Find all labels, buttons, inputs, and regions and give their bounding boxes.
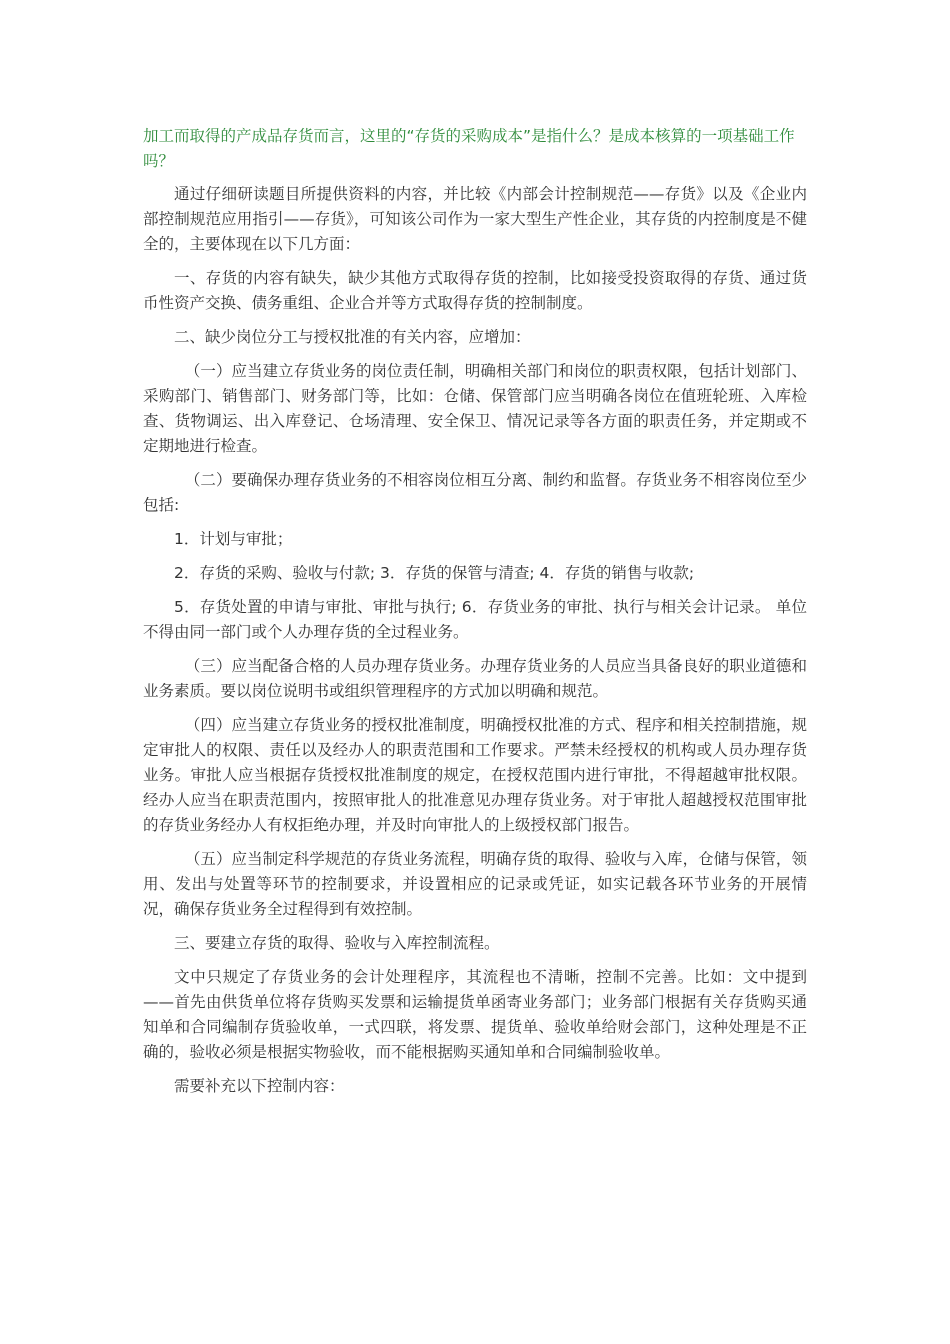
section-three-paragraph: 文中只规定了存货业务的会计处理程序，其流程也不清晰，控制不完善。比如：文中提到——首先由供货单位将存货购买发票和运输提货单函寄业务部门；业务部门根据有关存货购买通知单和合同编制存货验收单，一式四联，将发票、提货单、验收单给财会部门，这种处理是不正确的，验收必须是根据实物验收，而不能根据购买通知单和合同编制验收单。 [143,968,807,1061]
list-item-2-4: 2．存货的采购、验收与付款; 3．存货的保管与清查; 4．存货的销售与收款; [174,564,695,582]
section-two-heading: 二、缺少岗位分工与授权批准的有关内容，应增加： [174,328,531,346]
list-item-5-6: 5．存货处置的申请与审批、审批与执行; 6．存货业务的审批、执行与相关会计记录。 单位不得由同一部门或个人办理存货的全过程业务。 [143,598,807,641]
document-page [143,124,807,1108]
question-heading: 加工而取得的产成品存货而言，这里的“存货的采购成本”是指什么？是成本核算的一项基础工作吗？ [143,127,795,170]
subsection-2-paragraph: （二）要确保办理存货业务的不相容岗位相互分离、制约和监督。存货业务不相容岗位至少包括: [143,471,807,514]
subsection-1-paragraph: （一）应当建立存货业务的岗位责任制，明确相关部门和岗位的职责权限，包括计划部门、采购部门、销售部门、财务部门等，比如：仓储、保管部门应当明确各岗位在值班轮班、入库检查、货物调运、出入库登记、仓场清理、安全保卫、情况记录等各方面的职责任务，并定期或不定期地进行检查。 [143,362,807,455]
intro-paragraph: 通过仔细研读题目所提供资料的内容，并比较《内部会计控制规范——存货》以及《企业内部控制规范应用指引——存货》，可知该公司作为一家大型生产性企业，其存货的内控制度是不健全的，主要体现在以下几方面： [143,185,807,253]
subsection-4-paragraph: （四）应当建立存货业务的授权批准制度，明确授权批准的方式、程序和相关控制措施，规定审批人的权限、责任以及经办人的职责范围和工作要求。严禁未经授权的机构或人员办理存货业务。审批人应当根据存货授权批准制度的规定，在授权范围内进行审批，不得超越审批权限。经办人应当在职责范围内，按照审批人的批准意见办理存货业务。对于审批人超越授权范围审批的存货业务经办人有权拒绝办理，并及时向审批人的上级授权部门报告。 [143,716,807,834]
section-one-paragraph: 一、存货的内容有缺失，缺少其他方式取得存货的控制，比如接受投资取得的存货、通过货币性资产交换、债务重组、企业合并等方式取得存货的控制制度。 [143,269,807,312]
subsection-3-paragraph: （三）应当配备合格的人员办理存货业务。办理存货业务的人员应当具备良好的职业道德和业务素质。要以岗位说明书或组织管理程序的方式加以明确和规范。 [143,657,807,700]
supplement-heading: 需要补充以下控制内容： [174,1077,345,1095]
list-item-1: 1．计划与审批； [174,530,293,548]
subsection-5-paragraph: （五）应当制定科学规范的存货业务流程，明确存货的取得、验收与入库，仓储与保管，领用、发出与处置等环节的控制要求，并设置相应的记录或凭证，如实记载各环节业务的开展情况，确保存货业务全过程得到有效控制。 [143,850,807,918]
section-three-heading: 三、要建立存货的取得、验收与入库控制流程。 [174,934,500,952]
